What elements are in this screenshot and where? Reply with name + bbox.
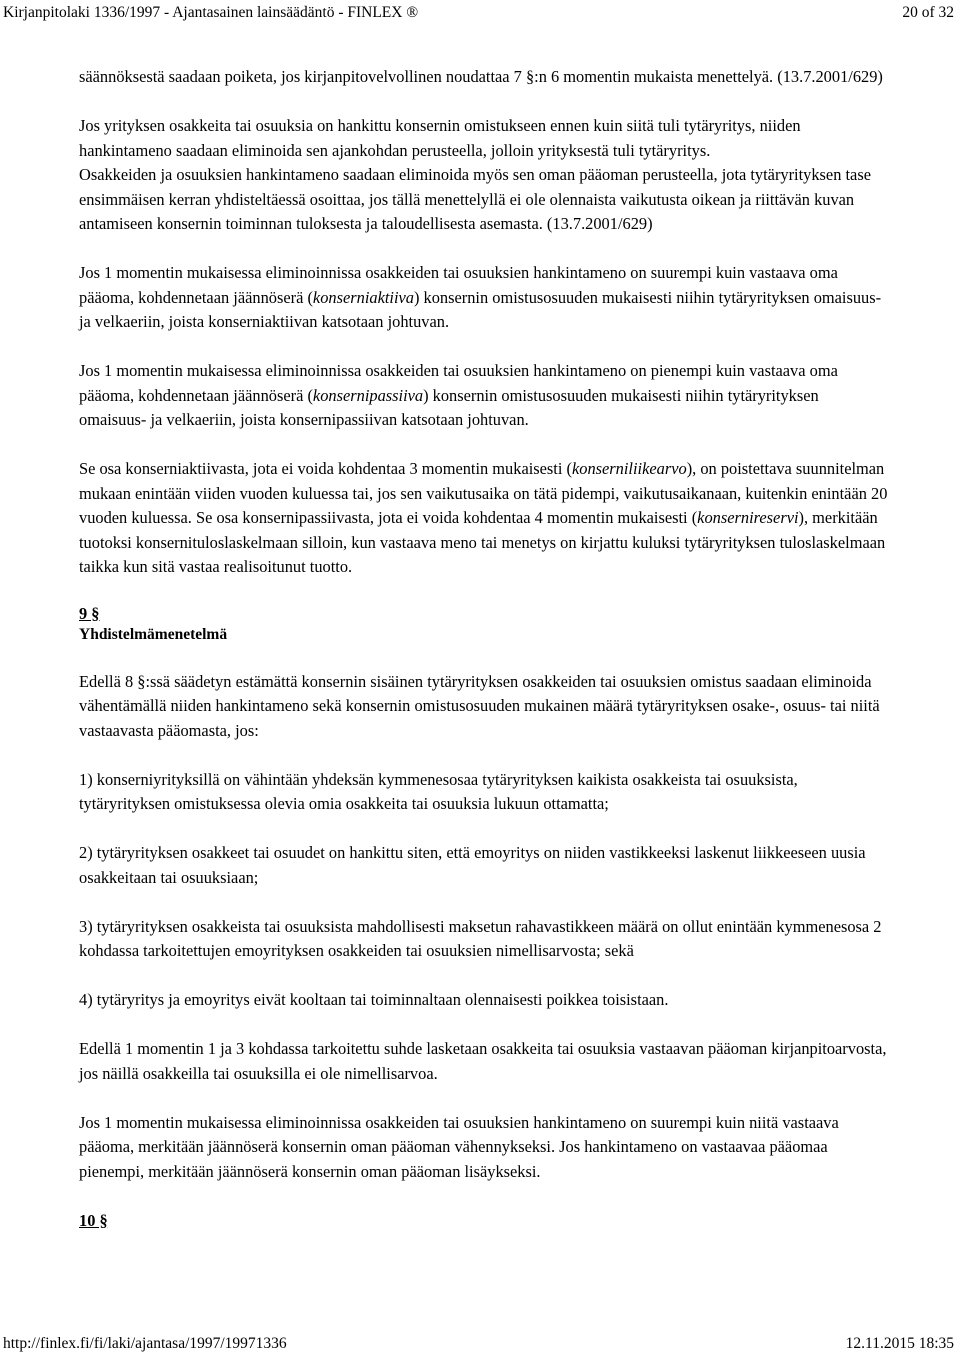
- paragraph: Jos 1 momentin mukaisessa eliminoinnissa osakkeiden tai osuuksien hankintameno on pienempi kuin vastaava oma pääoma, kohdennetaan jäännöserä (konsernipassiiva) konsernin omistusosuuden mukaisesti niihin tytäryrityksen omaisuus- ja velkaeriin, joista konsernipassiivan katsotaan johtuvan.: [79, 361, 838, 429]
- paragraph: Jos 1 momentin mukaisessa eliminoinnissa osakkeiden tai osuuksien hankintameno on suurempi kuin niitä vastaava pääoma, merkitään jäännöserä konsernin oman pääoman vähennykseksi. Jos hankintameno on vastaavaa pääomaa pienempi, merkitään jäännöserä konsernin oman pääoman lisäykseksi.: [79, 1112, 839, 1181]
- section-9-heading: [79, 604, 889, 645]
- section-10-link[interactable]: 10 §: [79, 1210, 108, 1230]
- paragraph: Se osa konserniaktiivasta, jota ei voida kohdentaa 3 momentin mukaisesti (konserniliikearvo), on poistettava suunnitelman mukaan enintään viiden vuoden kuluessa tai, jos sen vaikutusaika on tätä pidempi, vaikutusaikanaan, kuitenkin enintään 20 vuoden kuluessa. Se osa konsernipassiivasta, jota ei voida kohdentaa 4 momentin mukaisesti (konsernireservi), merkitään tuotoksi konsernituloslaskelmaan silloin, kun vastaava meno tai menetys on kirjattu kuluksi tytäryrityksen tuloslaskelmaan taikka kun sitä vastaa realisoitunut tuotto.: [79, 459, 888, 576]
- paragraph: Jos yrityksen osakkeita tai osuuksia on hankittu konsernin omistukseen ennen kuin siitä tuli tytäryritys, niiden hankintameno saadaan eliminoida sen ajankohdan perusteella, jolloin yrityksestä tuli tytäryritys.: [79, 116, 801, 160]
- print-footer: [0, 1334, 960, 1354]
- paragraph: säännöksestä saadaan poiketa, jos kirjanpitovelvollinen noudattaa 7 §:n 6 momentin mukaista menettelyä. (13.7.2001/629): [79, 67, 883, 86]
- paragraph: Jos 1 momentin mukaisessa eliminoinnissa osakkeiden tai osuuksien hankintameno on suurempi kuin vastaava oma pääoma, kohdennetaan jäännöserä (konserniaktiiva) konsernin omistusosuuden mukaisesti niihin tytäryrityksen omaisuus- ja velkaeriin, joista konserniaktiivan katsotaan johtuvan.: [79, 263, 882, 331]
- paragraph: Edellä 8 §:ssä säädetyn estämättä konsernin sisäinen tytäryrityksen osakkeiden tai osuuksien omistus saadaan eliminoida vähentämällä niiden hankintameno sekä konsernin omistusosuuden mukainen määrä tytäryrityksen osake-, osuus- tai niitä vastaavasta pääomasta, jos:: [79, 671, 880, 740]
- section-9-link[interactable]: 9 §: [79, 604, 100, 623]
- list-item: 1) konserniyrityksillä on vähintään yhdeksän kymmenesosaa tytäryrityksen kaikista osakkeista tai osuuksista, tytäryrityksen omistuksessa olevia omia osakkeita tai osuuksia lukuun ottamatta;: [79, 769, 798, 813]
- list-item: 4) tytäryritys ja emoyritys eivät kooltaan tai toiminnaltaan olennaisesti poikkea toisistaan.: [79, 990, 669, 1009]
- term-konsernireservi: konsernireservi: [697, 508, 799, 527]
- paragraph: Osakkeiden ja osuuksien hankintameno saadaan eliminoida myös sen oman pääoman perusteella, jota tytäryrityksen tase ensimmäisen kerran yhdisteltäessä osoittaa, jos tällä menettelyllä ei ole olennaista vaikutusta oikean ja riittävän kuvan antamiseen konsernin toiminnan tuloksesta ja taloudellisesta asemasta. (13.7.2001/629): [79, 165, 871, 233]
- page-url: http://finlex.fi/fi/laki/ajantasa/1997/19971336: [3, 1335, 287, 1352]
- list-item: 2) tytäryrityksen osakkeet tai osuudet on hankittu siten, että emoyritys on niiden vastikkeeksi laskenut liikkeeseen uusia osakkeitaan tai osuuksiaan;: [79, 843, 866, 887]
- term-konsernipassiiva: konsernipassiiva: [312, 385, 424, 405]
- list-item: 3) tytäryrityksen osakkeista tai osuuksista mahdollisesti maksetun rahavastikkeen määrä on ollut enintään kymmenesosa 2 kohdassa tarkoitettujen emoyrityksen osakkeiden tai osuuksien nimellisarvosta; sekä: [79, 916, 882, 960]
- term-konserniaktiiva: konserniaktiiva: [312, 287, 414, 307]
- section-9-title: Yhdistelmämenetelmä: [79, 626, 228, 643]
- page-indicator: 20 of 32: [902, 4, 954, 21]
- print-timestamp: 12.11.2015 18:35: [845, 1335, 954, 1352]
- paragraph: Edellä 1 momentin 1 ja 3 kohdassa tarkoitettu suhde lasketaan osakkeita tai osuuksia vastaavan pääoman kirjanpitoarvosta, jos näillä osakkeilla tai osuuksilla ei ole nimellisarvoa.: [79, 1039, 887, 1083]
- section-10-heading: [79, 1209, 889, 1234]
- term-konserniliikearvo: konserniliikearvo: [571, 459, 687, 478]
- print-header: [0, 0, 960, 22]
- document-body: [79, 65, 889, 1258]
- document-title: Kirjanpitolaki 1336/1997 - Ajantasainen lainsäädäntö - FINLEX ®: [3, 4, 419, 21]
